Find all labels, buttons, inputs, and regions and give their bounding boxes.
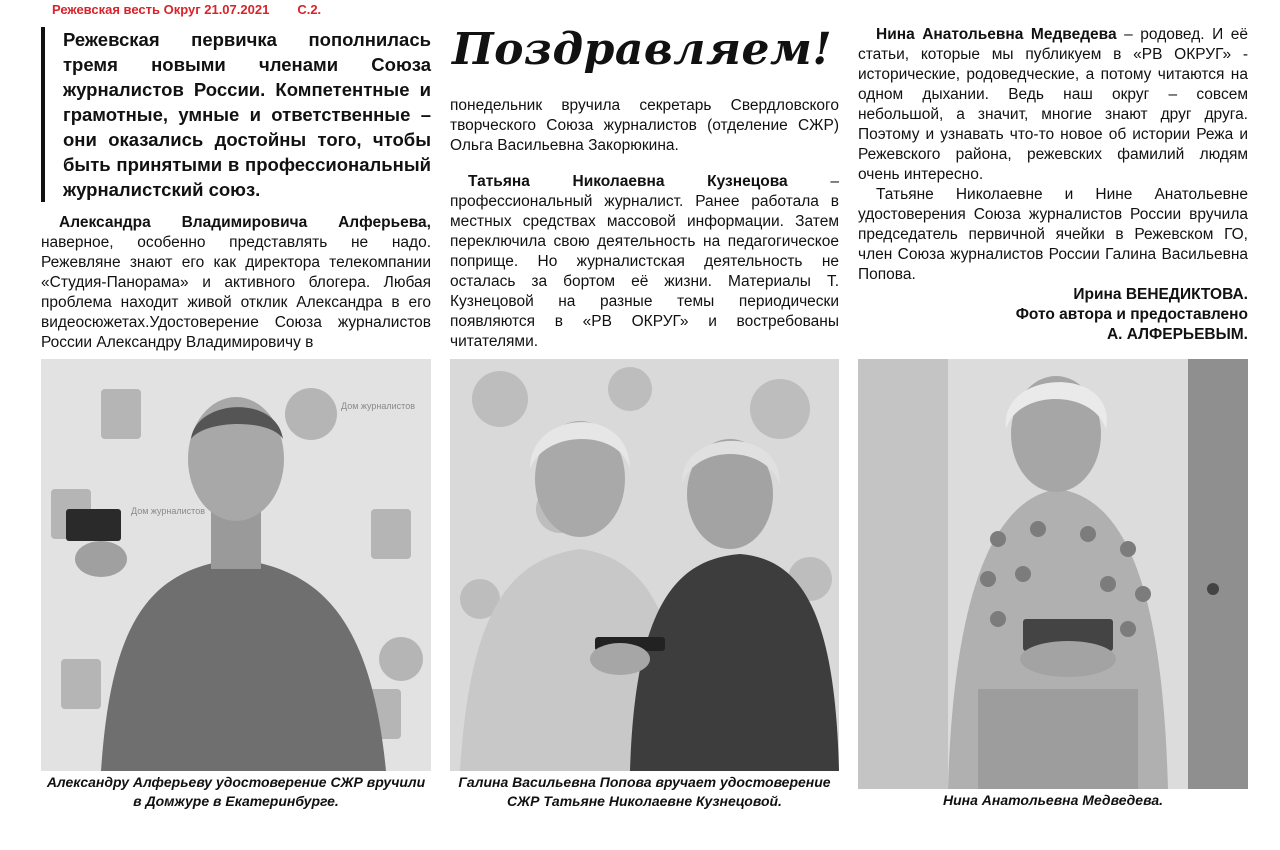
photo-medvedeva-illustration bbox=[858, 359, 1248, 789]
photo3-caption: Нина Анатольевна Медведева. bbox=[942, 792, 1164, 808]
col2-text: – профессиональный журналист. Ранее работала в местных средствах массовой информации. Затем переключила свою деятельность на педагогическое поприще. Но журналистская деятельность не осталась за бортом её жизни. Материалы Т. Кузнецовой на разные темы периодически появляются в «РВ ОКРУГ» и востребованы читателями. bbox=[450, 173, 839, 350]
photo-credit-line-2: А. АЛФЕРЬЕВЫМ. bbox=[1106, 326, 1248, 343]
photo-alferyev bbox=[41, 359, 431, 771]
publication-name: Режевская весть Округ 21.07.2021 bbox=[52, 2, 270, 17]
page-header bbox=[52, 2, 321, 17]
page-number: С.2. bbox=[297, 2, 322, 17]
col3-paragraph-1 bbox=[858, 25, 1248, 185]
col2-paragraph-1: понедельник вручила секретарь Свердловского творческого Союза журналистов (отделение СЖР) Ольга Васильевна Закорюкина. bbox=[450, 97, 839, 154]
photo1-caption: Александру Алферьеву удостоверение СЖР вручили в Домжуре в Екатеринбурге. bbox=[46, 774, 426, 809]
col1-paragraph bbox=[41, 213, 431, 353]
backdrop-text-2: Дом журналистов bbox=[131, 506, 205, 516]
photo-medvedeva bbox=[858, 359, 1248, 789]
photo-popova-kuznetsova bbox=[450, 359, 839, 771]
photo-credit-line-1: Фото автора и предоставлено bbox=[1015, 306, 1248, 323]
photo-popova-kuznetsova-illustration bbox=[450, 359, 839, 771]
article-title: Поздравляем! bbox=[452, 24, 833, 75]
col3-paragraph-2: Татьяне Николаевне и Нине Анатольевне удостоверения Союза журналистов России вручила председатель первичной ячейки в Режевском ГО, член Союза журналистов России Галина Васильевна Попова. bbox=[858, 186, 1248, 283]
backdrop-text-1: Дом журналистов bbox=[341, 401, 415, 411]
col3-text: – родовед. И её статьи, которые мы публикуем в «РВ ОКРУГ» - исторические, родоведческие, а потому читаются на одном дыхании. Ведь наш округ – совсем небольшой, а значит, многие знают друг друга. Поэтому и узнавать что-то новое об истории Режа и Режевского района, режевских фамилий людям очень интересно. bbox=[858, 26, 1248, 183]
column-1 bbox=[41, 213, 431, 353]
photo2-caption: Галина Васильевна Попова вручает удостоверение СЖР Татьяне Николаевне Кузнецовой. bbox=[458, 774, 831, 809]
author-signature: Ирина ВЕНЕДИКТОВА. bbox=[1073, 286, 1248, 303]
column-2 bbox=[450, 96, 839, 352]
col1-name: Александра Владимировича Алферьева, bbox=[59, 214, 431, 231]
col3-name: Нина Анатольевна Медведева bbox=[876, 26, 1117, 43]
col1-text: наверное, особенно представлять не надо. Режевляне знают его как директора телекомпании «Студия-Панорама» и активного блогера. Любая проблема находит живой отклик Александра в его видеосюжетах.Удостоверение Союза журналистов России Александру Владимировичу в bbox=[41, 234, 431, 351]
col2-name: Татьяна Николаевна Кузнецова bbox=[468, 173, 788, 190]
col2-paragraph-2 bbox=[450, 172, 839, 352]
lead-paragraph: Режевская первичка пополнилась тремя новыми членами Союза журналистов России. Компетентные и грамотные, умные и ответственные – они оказались достойны того, чтобы быть принятыми в профессиональный журналистский союз. bbox=[41, 27, 431, 202]
column-3 bbox=[858, 25, 1248, 345]
photo-alferyev-illustration bbox=[41, 359, 431, 771]
